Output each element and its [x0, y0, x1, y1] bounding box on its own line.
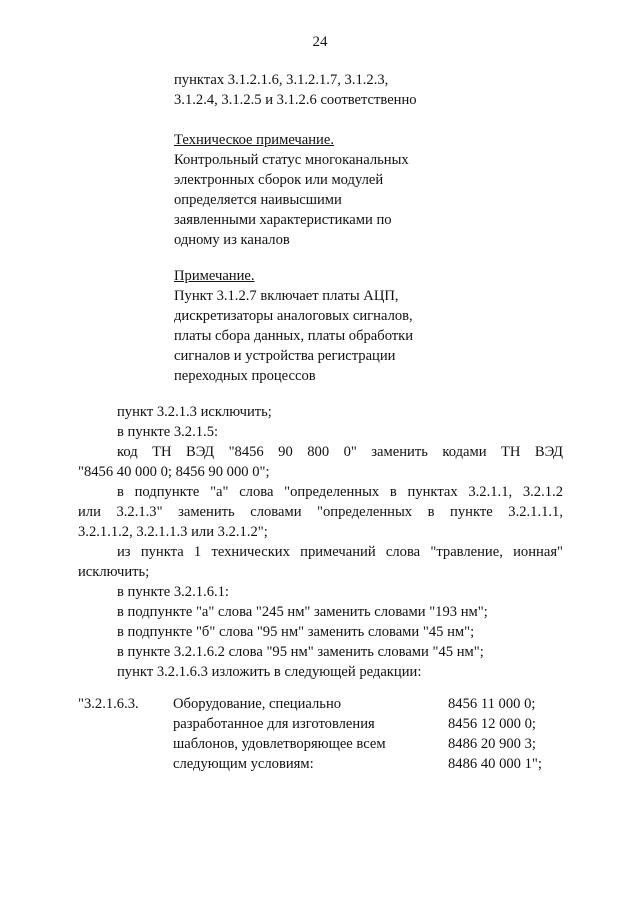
equipment-code: 8486 20 900 3;	[448, 736, 536, 752]
body-line: в подпункте "б" слова "95 нм" заменить словами "45 нм";	[117, 624, 475, 640]
equipment-code: 8456 11 000 0;	[448, 696, 536, 712]
equipment-description-line: разработанное для изготовления	[173, 716, 375, 732]
technical-note-line: Контрольный статус многоканальных	[174, 152, 409, 168]
note-line: дискретизаторы аналоговых сигналов,	[174, 308, 413, 324]
technical-note	[174, 130, 474, 250]
page-number: 24	[312, 34, 328, 50]
note-line: переходных процессов	[174, 368, 316, 384]
note	[174, 266, 474, 386]
note-line: Пункт 3.1.2.7 включает платы АЦП,	[174, 288, 399, 304]
equipment-row	[78, 694, 563, 714]
equipment-row	[78, 714, 563, 734]
body-line: в пункте 3.2.1.5:	[117, 424, 219, 440]
body-line: из пункта 1 технических примечаний слова "травление, ионная"	[117, 544, 563, 560]
body-line: в подпункте "а" слова "определенных в пунктах 3.2.1.1, 3.2.1.2	[117, 484, 563, 500]
equipment-item-number: "3.2.1.6.3.	[78, 696, 139, 712]
note-line: сигналов и устройства регистрации	[174, 348, 396, 364]
note-line: платы сбора данных, платы обработки	[174, 328, 414, 344]
body-line: 3.2.1.1.2, 3.2.1.1.3 или 3.2.1.2";	[78, 524, 268, 540]
equipment-row	[78, 734, 563, 754]
equipment-row	[78, 754, 563, 774]
body-line: пункт 3.2.1.3 исключить;	[117, 404, 272, 420]
technical-note-line: одному из каналов	[174, 232, 290, 248]
amendment-body	[78, 402, 563, 682]
technical-note-heading: Техническое примечание.	[174, 132, 334, 148]
intro-line: пунктах 3.1.2.1.6, 3.1.2.1.7, 3.1.2.3,	[174, 72, 389, 88]
technical-note-line: определяется наивысшими	[174, 192, 342, 208]
body-line: "8456 40 000 0; 8456 90 000 0";	[78, 464, 270, 480]
body-line: исключить;	[78, 564, 150, 580]
equipment-code: 8456 12 000 0;	[448, 716, 536, 732]
equipment-description-line: шаблонов, удовлетворяющее всем	[173, 736, 386, 752]
body-line: в подпункте "а" слова "245 нм" заменить словами "193 нм";	[117, 604, 488, 620]
body-line: код ТН ВЭД "8456 90 800 0" заменить кодами ТН ВЭД	[117, 444, 563, 460]
body-line: в пункте 3.2.1.6.2 слова "95 нм" заменить словами "45 нм";	[117, 644, 484, 660]
intro-block	[174, 70, 474, 110]
body-line: или 3.2.1.3" заменить словами "определенных в пункте 3.2.1.1.1,	[78, 504, 563, 520]
equipment-entry	[78, 694, 563, 774]
body-line: пункт 3.2.1.6.3 изложить в следующей редакции:	[117, 664, 422, 680]
equipment-code: 8486 40 000 1";	[448, 756, 542, 772]
equipment-description-line: Оборудование, специально	[173, 696, 342, 712]
note-heading: Примечание.	[174, 268, 255, 284]
body-line: в пункте 3.2.1.6.1:	[117, 584, 229, 600]
technical-note-line: электронных сборок или модулей	[174, 172, 384, 188]
technical-note-line: заявленными характеристиками по	[174, 212, 392, 228]
intro-line: 3.1.2.4, 3.1.2.5 и 3.1.2.6 соответственно	[174, 92, 417, 108]
equipment-description-line: следующим условиям:	[173, 756, 314, 772]
